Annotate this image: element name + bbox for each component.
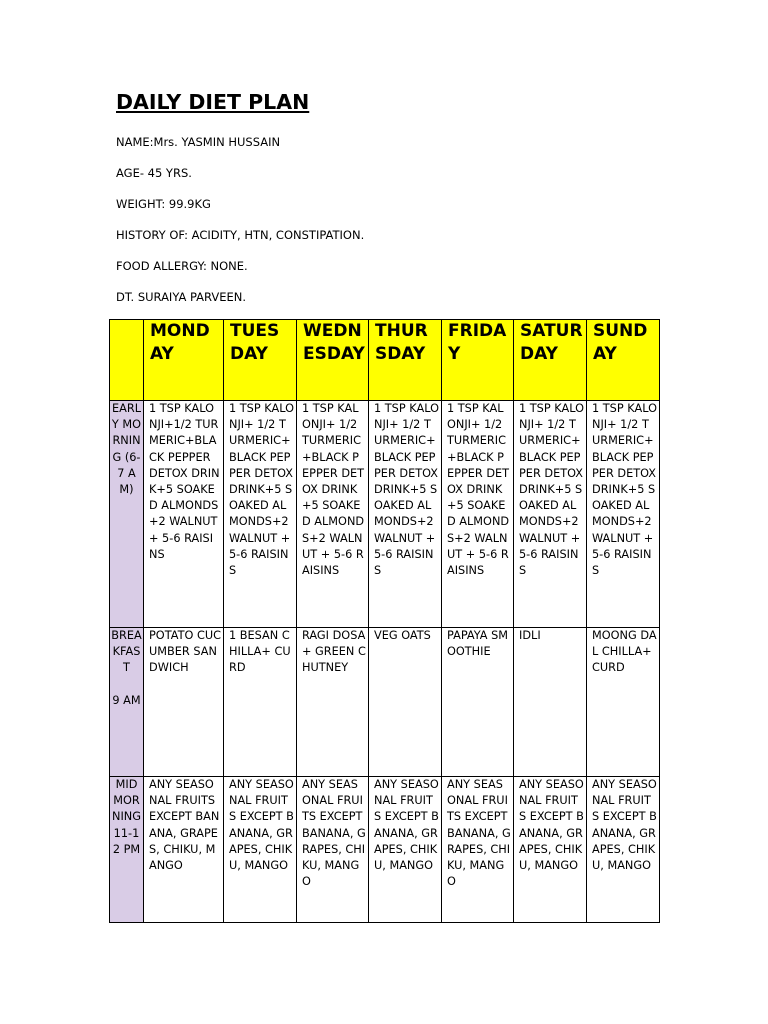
- table-cell: [514, 628, 587, 777]
- meal-item: 1 BESAN CHILLA+ CURD: [229, 629, 291, 675]
- table-row-mid-morning: [110, 777, 660, 923]
- table-cell: [144, 628, 224, 777]
- table-cell: [369, 401, 442, 628]
- header-day-saturday: [514, 320, 587, 401]
- table-row-early-morning: [110, 401, 660, 628]
- table-cell: [514, 401, 587, 628]
- header-day-sunday: [587, 320, 660, 401]
- meal-item: 1 TSP KALONJI+ 1/2 TURMERIC+BLACK PEPPER DETOX DRINK+5 SOAKED ALMONDS+2 WALNUT + 5-6 RAISINS: [302, 402, 365, 578]
- header-day-friday: [442, 320, 514, 401]
- table-row-breakfast: [110, 628, 660, 777]
- table-cell: [442, 401, 514, 628]
- meal-label: BREAKFAST 9 AM: [111, 629, 142, 707]
- meal-item: 1 TSP KALONJI+1/2 TURMERIC+BLACK PEPPER DETOX DRINK+5 SOAKED ALMONDS+2 WALNUT+ 5-6 RAISINS: [149, 402, 220, 561]
- table-cell: [587, 777, 660, 923]
- meal-label-cell: [110, 777, 144, 923]
- table-cell: [514, 777, 587, 923]
- day-label: THURSDAY: [375, 321, 428, 364]
- meal-item: RAGI DOSA+ GREEN CHUTNEY: [302, 629, 366, 675]
- meal-item: VEG OATS: [374, 629, 431, 642]
- table-cell: [369, 777, 442, 923]
- meal-label: MID MORNING 11-12 PM: [112, 778, 145, 856]
- patient-weight: WEIGHT: 99.9KG: [116, 197, 211, 211]
- meal-item: ANY SEASONAL FRUITS EXCEPT BANANA, GRAPES, CHIKU, MANGO: [149, 778, 220, 873]
- page-title: DAILY DIET PLAN: [116, 90, 310, 114]
- table-cell: [224, 628, 297, 777]
- meal-item: 1 TSP KALONJI+ 1/2 TURMERIC+BLACK PEPPER DETOX DRINK+5 SOAKED ALMONDS+2 WALNUT + 5-6 RAISINS: [374, 402, 442, 578]
- table-cell: [369, 628, 442, 777]
- table-cell: [144, 401, 224, 628]
- meal-item: ANY SEASONAL FRUITS EXCEPT BANANA, GRAPES, CHIKU, MANGO: [374, 778, 439, 873]
- meal-item: 1 TSP KALONJI+ 1/2 TURMERIC+BLACK PEPPER DETOX DRINK+5 SOAKED ALMONDS+2 WALNUT + 5-6 RAISINS: [592, 402, 660, 578]
- diet-plan-table: [109, 319, 660, 923]
- day-label: MONDAY: [150, 321, 210, 364]
- meal-label-cell: [110, 628, 144, 777]
- table-header-row: [110, 320, 660, 401]
- header-corner-cell: [110, 320, 144, 401]
- header-day-wednesday: [297, 320, 369, 401]
- day-label: SATURDAY: [520, 321, 583, 364]
- meal-label: EARLY MORNING (6-7 AM): [111, 402, 142, 497]
- meal-label-cell: [110, 401, 144, 628]
- meal-item: ANY SEASONAL FRUITS EXCEPT BANANA, GRAPES, CHIKU, MANGO: [302, 778, 367, 889]
- table-cell: [587, 628, 660, 777]
- meal-item: IDLI: [519, 629, 541, 642]
- header-day-thursday: [369, 320, 442, 401]
- meal-item: MOONG DAL CHILLA+ CURD: [592, 629, 657, 675]
- table-cell: [297, 777, 369, 923]
- table-cell: [442, 628, 514, 777]
- header-day-tuesday: [224, 320, 297, 401]
- day-label: SUNDAY: [593, 321, 648, 364]
- table-cell: [442, 777, 514, 923]
- meal-item: 1 TSP KALONJI+ 1/2 TURMERIC+BLACK PEPPER DETOX DRINK+5 SOAKED ALMONDS+2 WALNUT + 5-6 RAISINS: [229, 402, 297, 578]
- meal-item: ANY SEASONAL FRUITS EXCEPT BANANA, GRAPES, CHIKU, MANGO: [519, 778, 584, 873]
- table-cell: [224, 401, 297, 628]
- medical-history: HISTORY OF: ACIDITY, HTN, CONSTIPATION.: [116, 228, 365, 242]
- dietitian-name: DT. SURAIYA PARVEEN.: [116, 290, 247, 304]
- food-allergy: FOOD ALLERGY: NONE.: [116, 259, 248, 273]
- meal-item: POTATO CUCUMBER SANDWICH: [149, 629, 222, 675]
- day-label: FRIDAY: [448, 321, 507, 364]
- meal-item: ANY SEASONAL FRUITS EXCEPT BANANA, GRAPES, CHIKU, MANGO: [592, 778, 657, 873]
- table-cell: [224, 777, 297, 923]
- table-cell: [297, 628, 369, 777]
- patient-name: NAME:Mrs. YASMIN HUSSAIN: [116, 135, 281, 149]
- day-label: TUESDAY: [230, 321, 280, 364]
- table-cell: [144, 777, 224, 923]
- meal-item: ANY SEASONAL FRUITS EXCEPT BANANA, GRAPES, CHIKU, MANGO: [229, 778, 294, 873]
- meal-item: 1 TSP KALONJI+ 1/2 TURMERIC+BLACK PEPPER DETOX DRINK+5 SOAKED ALMONDS+2 WALNUT + 5-6 RAISINS: [519, 402, 587, 578]
- day-label: WEDNESDAY: [303, 321, 365, 364]
- header-day-monday: [144, 320, 224, 401]
- meal-item: PAPAYA SMOOTHIE: [447, 629, 509, 659]
- patient-age: AGE- 45 YRS.: [116, 166, 192, 180]
- meal-item: ANY SEASONAL FRUITS EXCEPT BANANA, GRAPES, CHIKU, MANGO: [447, 778, 512, 889]
- table-cell: [297, 401, 369, 628]
- table-cell: [587, 401, 660, 628]
- meal-item: 1 TSP KALONJI+ 1/2 TURMERIC+BLACK PEPPER DETOX DRINK+5 SOAKED ALMONDS+2 WALNUT + 5-6 RAISINS: [447, 402, 510, 578]
